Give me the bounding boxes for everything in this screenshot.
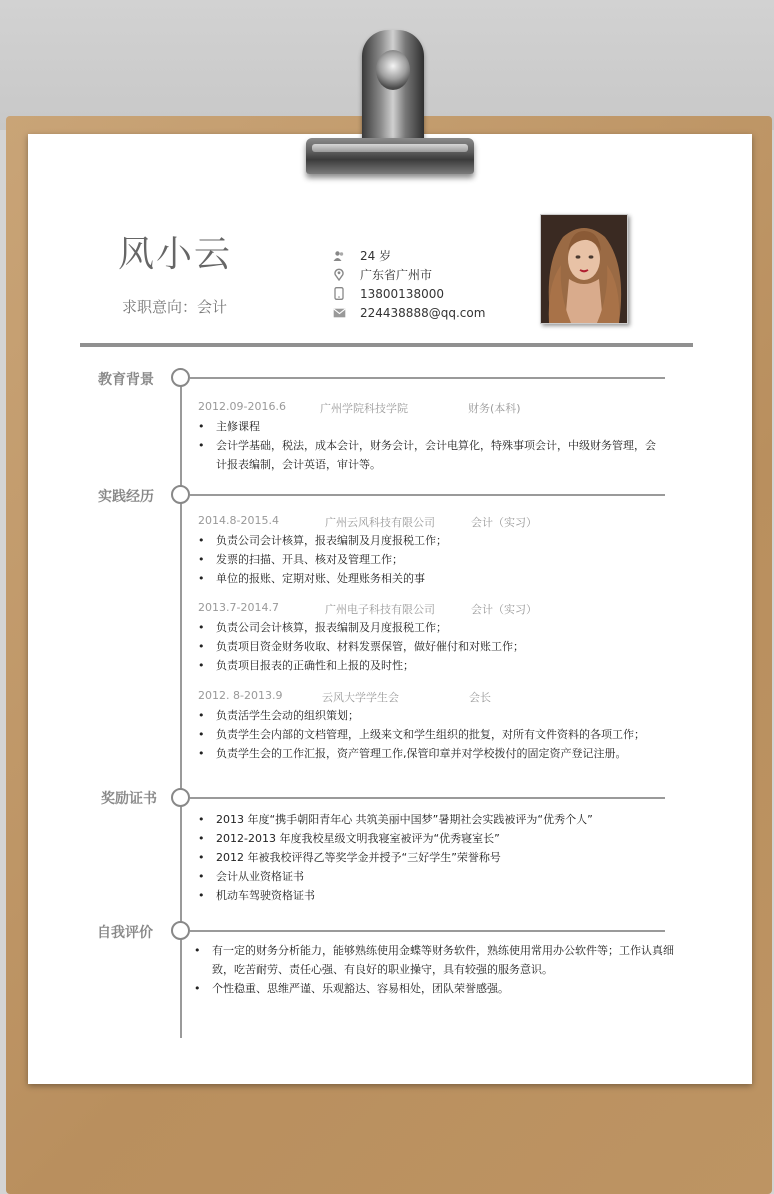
binder-clip-hole xyxy=(376,50,410,90)
job-date: 2014.8-2015.4 xyxy=(198,514,279,527)
list-item: • 2012-2013 年度我校星级文明我寝室被评为“优秀寝室长” xyxy=(198,829,668,848)
education-degree: 财务(本科) xyxy=(468,402,521,415)
self-list xyxy=(194,941,684,998)
location-row xyxy=(332,265,485,284)
section-line xyxy=(190,494,665,496)
list-item: • 发票的扫描、开具、核对及管理工作； xyxy=(198,550,658,569)
applicant-name: 风小云 xyxy=(118,234,233,275)
awards-list xyxy=(198,810,668,905)
list-item: • 主修课程 xyxy=(198,417,658,436)
timeline-node-icon xyxy=(171,485,190,504)
list-item: • 负责活学生会动的组织策划； xyxy=(198,706,668,725)
user-icon xyxy=(332,249,346,263)
list-item: • 负责学生会内部的文档管理，上级来文和学生组织的批复，对所有文件资料的各项工作； xyxy=(198,725,668,744)
section-title-practice: 实践经历 xyxy=(98,489,154,505)
section-line xyxy=(190,377,665,379)
list-item: • 会计学基础，税法，成本会计，财务会计，会计电算化，特殊事项会计，中级财务管理，会计报表编制，会计英语，审计等。 xyxy=(198,436,658,474)
list-item: • 负责项目报表的正确性和上报的及时性； xyxy=(198,656,658,675)
education-date: 2012.09-2016.6 xyxy=(198,400,286,413)
email-text: 224438888@qq.com xyxy=(360,305,486,320)
job-meta xyxy=(198,601,658,615)
job-list xyxy=(198,531,658,588)
list-item: • 负责公司会计核算，报表编制及月度报税工作； xyxy=(198,618,658,637)
email-row xyxy=(332,303,485,322)
education-meta xyxy=(198,400,658,414)
phone-icon xyxy=(332,287,346,301)
list-item: • 2012 年被我校评得乙等奖学金并授予“三好学生”荣誉称号 xyxy=(198,848,668,867)
binder-clip-lever xyxy=(362,30,424,150)
job-intent: 求职意向：会计 xyxy=(122,298,228,316)
job-date: 2012. 8-2013.9 xyxy=(198,689,283,702)
list-item: • 负责公司会计核算，报表编制及月度报税工作； xyxy=(198,531,658,550)
header-divider xyxy=(80,343,693,347)
section-title-education: 教育背景 xyxy=(98,372,154,388)
job-list xyxy=(198,618,658,675)
location-icon xyxy=(332,268,346,282)
job-company: 广州电子科技有限公司 xyxy=(325,603,435,616)
age-row xyxy=(332,246,485,265)
phone-row xyxy=(332,284,485,303)
list-item: • 负责项目资金财务收取、材料发票保管，做好催付和对账工作； xyxy=(198,637,658,656)
job-role: 会计（实习） xyxy=(471,603,537,616)
binder-clip-icon xyxy=(306,138,474,174)
contact-info xyxy=(332,246,485,322)
list-item: • 会计从业资格证书 xyxy=(198,867,668,886)
age-text: 24 岁 xyxy=(360,249,392,263)
job-company: 云风大学学生会 xyxy=(322,691,399,704)
job-date: 2013.7-2014.7 xyxy=(198,601,279,614)
list-item: • 个性稳重、思维严谨、乐观豁达、容易相处，团队荣誉感强。 xyxy=(194,979,684,998)
profile-photo xyxy=(540,214,628,324)
education-school: 广州学院科技学院 xyxy=(320,402,408,415)
list-item: • 负责学生会的工作汇报，资产管理工作,保管印章并对学校拨付的固定资产登记注册。 xyxy=(198,744,668,763)
list-item: • 机动车驾驶资格证书 xyxy=(198,886,668,905)
education-list xyxy=(198,417,658,474)
job-meta xyxy=(198,514,658,528)
job-list xyxy=(198,706,668,763)
job-company: 广州云风科技有限公司 xyxy=(325,516,435,529)
list-item: • 2013 年度“携手朝阳青年心 共筑美丽中国梦”暑期社会实践被评为“优秀个人” xyxy=(198,810,668,829)
job-meta xyxy=(198,689,658,703)
timeline-node-icon xyxy=(171,368,190,387)
list-item: • 单位的报账、定期对账、处理账务相关的事 xyxy=(198,569,658,588)
phone-text: 13800138000 xyxy=(360,286,444,301)
timeline-node-icon xyxy=(171,788,190,807)
timeline-node-icon xyxy=(171,921,190,940)
section-line xyxy=(190,930,665,932)
mail-icon xyxy=(332,306,346,320)
list-item: • 有一定的财务分析能力，能够熟练使用金蝶等财务软件，熟练使用常用办公软件等；工作认真细致，吃苦耐劳、责任心强、有良好的职业操守，具有较强的服务意识。 xyxy=(194,941,684,979)
location-text: 广东省广州市 xyxy=(360,268,433,282)
job-role: 会长 xyxy=(469,691,491,704)
section-line xyxy=(190,797,665,799)
job-role: 会计（实习） xyxy=(471,516,537,529)
section-title-self: 自我评价 xyxy=(97,925,153,941)
section-title-awards: 奖励证书 xyxy=(101,791,157,807)
